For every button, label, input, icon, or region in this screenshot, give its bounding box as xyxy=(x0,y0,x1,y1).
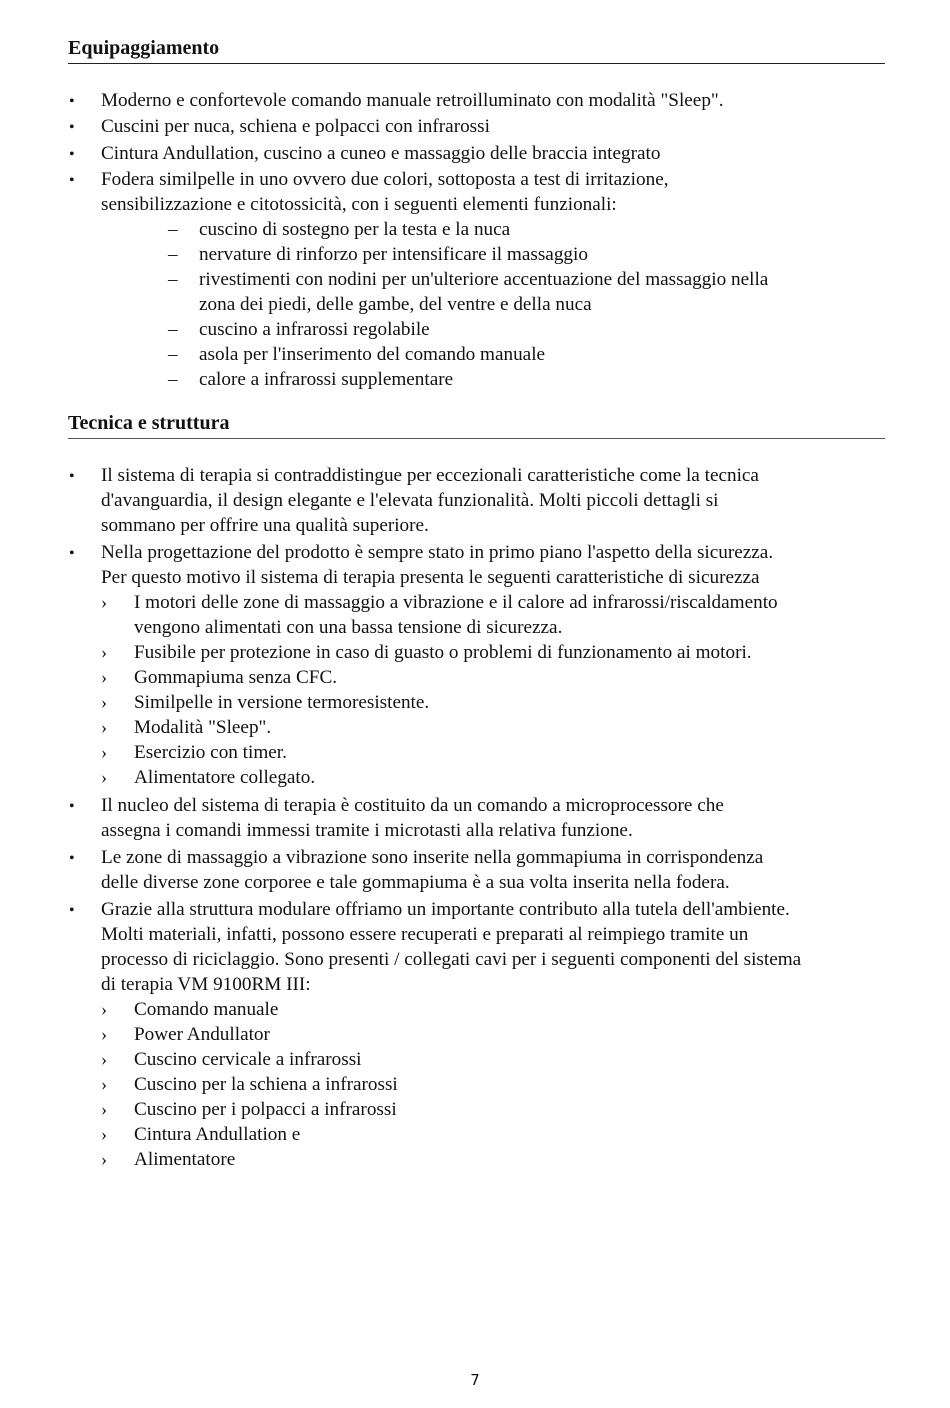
list-item-continuation: d'avanguardia, il design elegante e l'elevata funzionalità. Molti piccoli dettagli si xyxy=(101,490,719,511)
heading-equipaggiamento: Equipaggiamento xyxy=(68,36,885,64)
component-item: Cuscino cervicale a infrarossi xyxy=(134,1049,362,1070)
bullet-icon: • xyxy=(69,119,75,136)
list-item-continuation: delle diverse zone corporee e tale gommapiuma è a sua volta inserita nella fodera. xyxy=(101,872,730,893)
bullet-icon: • xyxy=(69,172,75,189)
sub-list-item: calore a infrarossi supplementare xyxy=(199,369,454,390)
component-item: Cintura Andullation e xyxy=(134,1124,301,1145)
bullet-icon: • xyxy=(69,850,75,867)
component-item: Cuscino per la schiena a infrarossi xyxy=(134,1074,398,1095)
chevron-right-icon: › xyxy=(101,767,107,787)
bullet-icon: • xyxy=(69,146,75,163)
list-item-continuation: sensibilizzazione e citotossicità, con i seguenti elementi funzionali: xyxy=(101,194,617,215)
dash-icon: – xyxy=(168,344,178,365)
bullet-icon: • xyxy=(69,545,75,562)
list-item: Moderno e confortevole comando manuale retroilluminato con modalità "Sleep". xyxy=(101,90,724,111)
bullet-icon: • xyxy=(69,902,75,919)
list-item: Fodera similpelle in uno ovvero due colori, sottoposta a test di irritazione, xyxy=(101,169,669,190)
safety-feature-item: Gommapiuma senza CFC. xyxy=(134,667,338,688)
sub-list-item: cuscino di sostegno per la testa e la nuca xyxy=(199,219,511,240)
chevron-right-icon: › xyxy=(101,1024,107,1044)
dash-icon: – xyxy=(168,369,178,390)
list-item: Nella progettazione del prodotto è sempre stato in primo piano l'aspetto della sicurezza. xyxy=(101,542,774,563)
list-item-continuation: processo di riciclaggio. Sono presenti / collegati cavi per i seguenti componenti del sistema xyxy=(101,949,802,970)
chevron-right-icon: › xyxy=(101,1074,107,1094)
sub-list-item: asola per l'inserimento del comando manuale xyxy=(199,344,546,365)
dash-icon: – xyxy=(168,219,178,240)
chevron-right-icon: › xyxy=(101,742,107,762)
component-item: Cuscino per i polpacci a infrarossi xyxy=(134,1099,397,1120)
sub-list-item-continuation: zona dei piedi, delle gambe, del ventre e della nuca xyxy=(199,294,592,315)
list-item: Cintura Andullation, cuscino a cuneo e massaggio delle braccia integrato xyxy=(101,143,661,164)
dash-icon: – xyxy=(168,319,178,340)
safety-feature-item: I motori delle zone di massaggio a vibrazione e il calore ad infrarossi/riscaldamento xyxy=(134,592,778,613)
sub-list-item: nervature di rinforzo per intensificare il massaggio xyxy=(199,244,588,265)
safety-feature-item: Similpelle in versione termoresistente. xyxy=(134,692,430,713)
safety-feature-continuation: vengono alimentati con una bassa tensione di sicurezza. xyxy=(134,617,563,638)
component-item: Power Andullator xyxy=(134,1024,270,1045)
component-item: Comando manuale xyxy=(134,999,279,1020)
chevron-right-icon: › xyxy=(101,642,107,662)
chevron-right-icon: › xyxy=(101,717,107,737)
chevron-right-icon: › xyxy=(101,1049,107,1069)
list-item: Cuscini per nuca, schiena e polpacci con infrarossi xyxy=(101,116,490,137)
bullet-icon: • xyxy=(69,93,75,110)
sub-list-item: rivestimenti con nodini per un'ulteriore accentuazione del massaggio nella xyxy=(199,269,769,290)
chevron-right-icon: › xyxy=(101,1124,107,1144)
list-item-continuation: sommano per offrire una qualità superiore. xyxy=(101,515,429,536)
chevron-right-icon: › xyxy=(101,1099,107,1119)
safety-feature-item: Alimentatore collegato. xyxy=(134,767,316,788)
bullet-icon: • xyxy=(69,798,75,815)
chevron-right-icon: › xyxy=(101,592,107,612)
bullet-icon: • xyxy=(69,468,75,485)
safety-feature-item: Modalità "Sleep". xyxy=(134,717,272,738)
heading-tecnica-e-struttura: Tecnica e struttura xyxy=(68,411,885,439)
list-item: Il nucleo del sistema di terapia è costituito da un comando a microprocessore che xyxy=(101,795,724,816)
chevron-right-icon: › xyxy=(101,1149,107,1169)
chevron-right-icon: › xyxy=(101,667,107,687)
safety-feature-item: Fusibile per protezione in caso di guasto o problemi di funzionamento ai motori. xyxy=(134,642,752,663)
dash-icon: – xyxy=(168,244,178,265)
page-number: 7 xyxy=(470,1371,480,1389)
chevron-right-icon: › xyxy=(101,999,107,1019)
chevron-right-icon: › xyxy=(101,692,107,712)
safety-feature-item: Esercizio con timer. xyxy=(134,742,287,763)
component-item: Alimentatore xyxy=(134,1149,236,1170)
list-item: Grazie alla struttura modulare offriamo un importante contributo alla tutela dell'ambiente. xyxy=(101,899,790,920)
list-item-continuation: di terapia VM 9100RM III: xyxy=(101,974,311,995)
list-item-continuation: Molti materiali, infatti, possono essere recuperati e preparati al reimpiego tramite un xyxy=(101,924,749,945)
list-item: Le zone di massaggio a vibrazione sono inserite nella gommapiuma in corrispondenza xyxy=(101,847,764,868)
list-item: Il sistema di terapia si contraddistingue per eccezionali caratteristiche come la tecnica xyxy=(101,465,759,486)
list-item-continuation: Per questo motivo il sistema di terapia presenta le seguenti caratteristiche di sicurezza xyxy=(101,567,760,588)
sub-list-item: cuscino a infrarossi regolabile xyxy=(199,319,430,340)
dash-icon: – xyxy=(168,269,178,290)
list-item-continuation: assegna i comandi immessi tramite i microtasti alla relativa funzione. xyxy=(101,820,633,841)
